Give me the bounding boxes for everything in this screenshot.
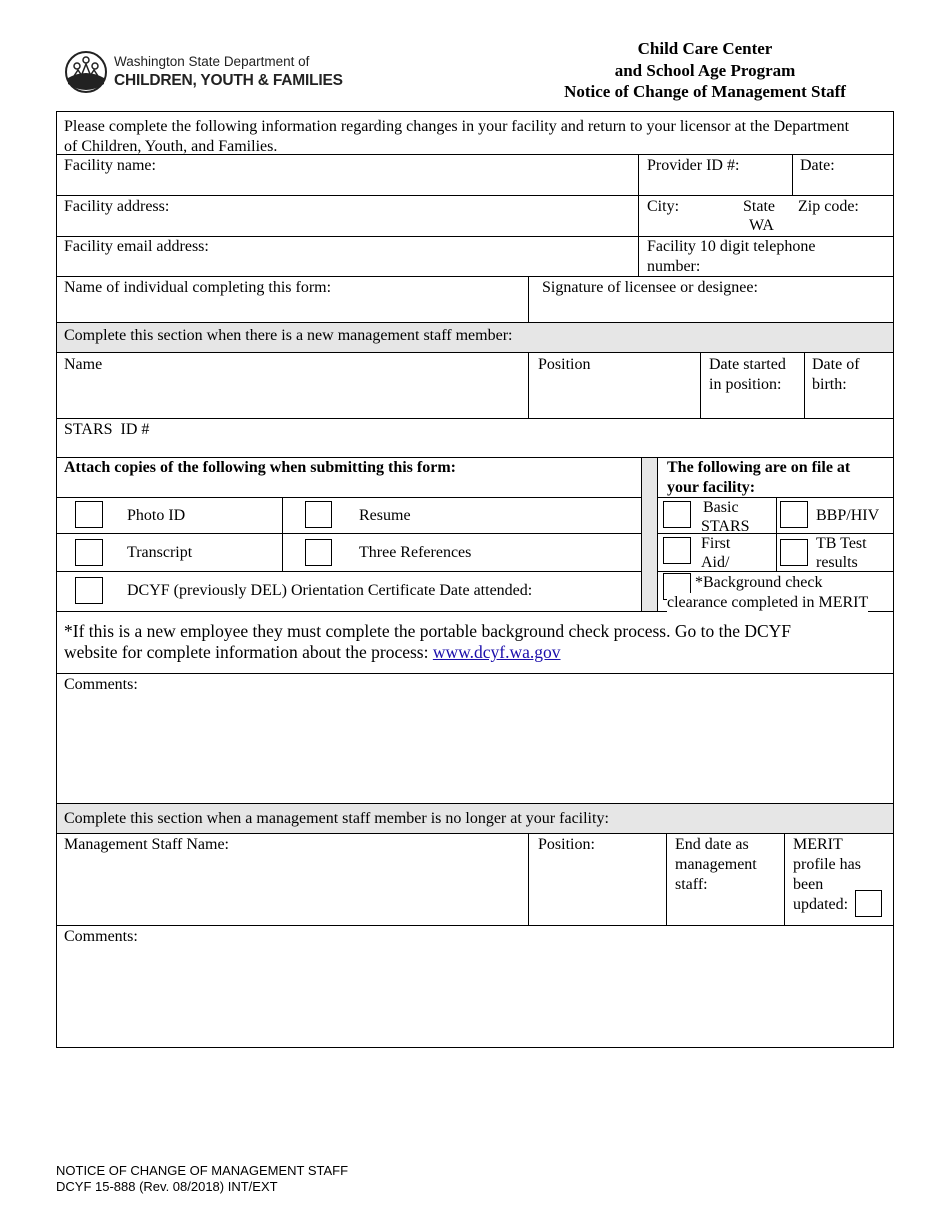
- phone-label-line1: Facility 10 digit telephone: [647, 238, 816, 255]
- signature-label: Signature of licensee or designee:: [542, 279, 758, 296]
- bbp-hiv-checkbox[interactable]: [780, 501, 808, 528]
- city-label: City:: [647, 198, 680, 215]
- resume-checkbox[interactable]: [305, 501, 332, 528]
- on-file-title-line2: your facility:: [667, 479, 756, 496]
- background-check-label-line2: clearance completed in MERIT: [667, 594, 869, 611]
- agency-name-line2: CHILDREN, YOUTH & FAMILIES: [114, 72, 343, 89]
- leaving-staff-position-field[interactable]: [529, 834, 665, 924]
- state-value: WA: [749, 217, 774, 234]
- merit-label-line1: MERIT: [793, 836, 843, 853]
- bbp-hiv-label: BBP/HIV: [816, 507, 880, 524]
- merit-label-line3: been: [793, 876, 824, 893]
- date-started-field[interactable]: [701, 353, 803, 417]
- background-note-line2: [64, 642, 791, 663]
- first-aid-label-line2: Aid/: [701, 554, 730, 571]
- basic-stars-checkbox[interactable]: [663, 501, 691, 528]
- merit-label-line4: updated:: [793, 896, 849, 913]
- tb-test-label-line1: TB Test: [816, 535, 867, 552]
- basic-stars-label-line2: STARS: [701, 518, 750, 533]
- new-staff-name-label: Name: [64, 356, 103, 373]
- attach-copies-title: Attach copies of the following when submitting this form:: [64, 459, 456, 476]
- on-file-divider-strip: [641, 458, 657, 611]
- background-note-line2-text: website for complete information about the process:: [64, 642, 433, 662]
- facility-address-field[interactable]: [57, 196, 637, 235]
- background-check-note: [64, 621, 791, 663]
- facility-email-label: Facility email address:: [64, 238, 209, 255]
- state-label: State: [743, 198, 775, 215]
- merit-label-line2: profile has: [793, 856, 861, 873]
- photo-id-label: Photo ID: [127, 507, 186, 524]
- date-label: Date:: [800, 157, 835, 174]
- dcyf-logo-icon: [64, 50, 108, 94]
- end-date-label-line3: staff:: [675, 876, 708, 893]
- first-aid-label-line1: First: [701, 535, 731, 552]
- zip-code-field[interactable]: [793, 196, 893, 235]
- form-title-line1: Child Care Center: [637, 39, 773, 58]
- new-staff-name-field[interactable]: [57, 353, 527, 417]
- new-staff-position-field[interactable]: [529, 353, 699, 417]
- merit-updated-label: [793, 835, 861, 915]
- date-started-label-line1: Date started: [709, 356, 786, 373]
- facility-address-label: Facility address:: [64, 198, 170, 215]
- background-check-label-line1: *Background check: [695, 574, 823, 591]
- orientation-certificate-checkbox[interactable]: [75, 577, 103, 604]
- form-title-line3: Notice of Change of Management Staff: [564, 82, 846, 101]
- management-staff-name-field[interactable]: [57, 834, 527, 924]
- form-title: [540, 38, 870, 103]
- basic-stars-label-line1: Basic: [703, 499, 739, 516]
- stars-id-label: STARS ID #: [64, 421, 150, 438]
- management-staff-name-label: Management Staff Name:: [64, 836, 229, 853]
- form-title-line2: and School Age Program: [614, 60, 796, 80]
- tb-test-checkbox[interactable]: [780, 539, 808, 566]
- leaving-staff-comments-field[interactable]: [57, 926, 893, 1047]
- footer-form-number: DCYF 15-888 (Rev. 08/2018) INT/EXT: [56, 1179, 278, 1194]
- stars-id-field[interactable]: [57, 419, 893, 456]
- leaving-staff-comments-label: Comments:: [64, 928, 138, 945]
- new-staff-comments-label: Comments:: [64, 676, 138, 693]
- new-staff-section-title: Complete this section when there is a new management staff member:: [64, 327, 513, 344]
- new-staff-position-label: Position: [538, 356, 591, 373]
- dob-label-line2: birth:: [812, 376, 847, 393]
- signature-field[interactable]: [529, 277, 893, 321]
- footer-form-title: NOTICE OF CHANGE OF MANAGEMENT STAFF: [56, 1163, 349, 1178]
- merit-updated-checkbox[interactable]: [855, 890, 882, 917]
- end-date-label-line2: management: [675, 856, 757, 873]
- dob-label-line1: Date of: [812, 356, 860, 373]
- phone-field[interactable]: [639, 237, 893, 275]
- date-started-label-line2: in position:: [709, 376, 782, 393]
- end-date-label-line1: End date as: [675, 836, 749, 853]
- facility-name-label: Facility name:: [64, 157, 156, 174]
- leaving-staff-position-label: Position:: [538, 836, 595, 853]
- form-footer: [56, 1163, 348, 1195]
- completer-name-label: Name of individual completing this form:: [64, 279, 332, 296]
- first-aid-checkbox[interactable]: [663, 537, 691, 564]
- end-date-field[interactable]: [667, 834, 783, 924]
- tb-test-label-line2: results: [816, 554, 858, 571]
- completer-name-field[interactable]: [57, 277, 527, 321]
- date-field[interactable]: [793, 155, 893, 194]
- agency-logo: [64, 50, 343, 96]
- new-staff-comments-field[interactable]: [57, 674, 893, 802]
- facility-name-field[interactable]: [57, 155, 637, 194]
- on-file-title-line1: The following are on file at: [667, 459, 851, 476]
- dob-field[interactable]: [805, 353, 893, 417]
- transcript-label: Transcript: [127, 544, 193, 561]
- transcript-checkbox[interactable]: [75, 539, 103, 566]
- provider-id-field[interactable]: [639, 155, 791, 194]
- facility-email-field[interactable]: [57, 237, 637, 275]
- leaving-staff-section-title: Complete this section when a management staff member is no longer at your facility:: [64, 810, 609, 827]
- dcyf-website-link[interactable]: www.dcyf.wa.gov: [432, 642, 561, 662]
- background-note-line1: *If this is a new employee they must complete the portable background check process. Go to the DCYF: [64, 621, 792, 641]
- photo-id-checkbox[interactable]: [75, 501, 103, 528]
- zip-code-label: Zip code:: [798, 198, 859, 215]
- references-label: Three References: [359, 544, 472, 561]
- intro-instructions: Please complete the following information regarding changes in your facility and return to your licensor at the Department of Children, Youth, and Families.: [64, 118, 850, 155]
- provider-id-label: Provider ID #:: [647, 157, 740, 174]
- resume-label: Resume: [359, 507, 411, 524]
- references-checkbox[interactable]: [305, 539, 332, 566]
- orientation-certificate-label: DCYF (previously DEL) Orientation Certificate Date attended:: [127, 582, 533, 599]
- phone-label-line2: number:: [647, 258, 701, 275]
- agency-name-line1: Washington State Department of: [114, 54, 310, 69]
- city-field[interactable]: [639, 196, 739, 235]
